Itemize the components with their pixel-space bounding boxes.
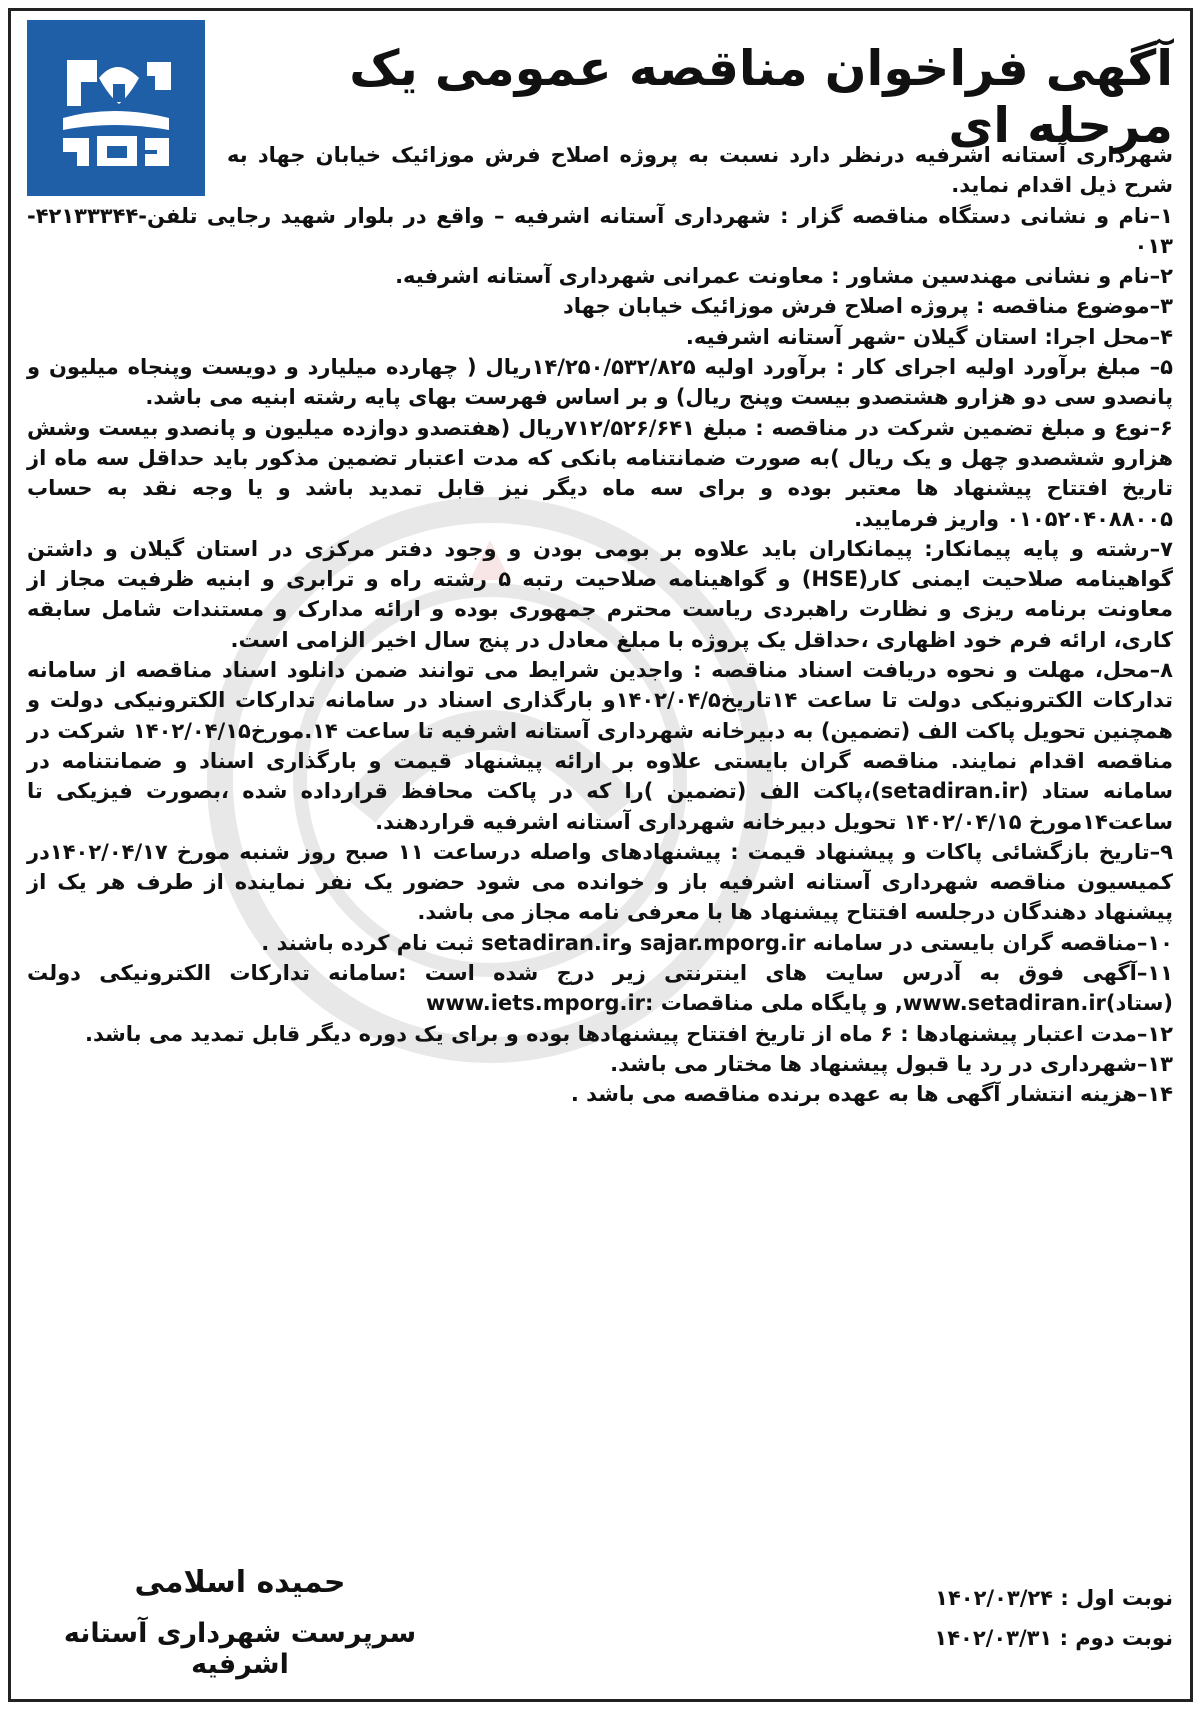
list-item [27, 958, 1173, 1019]
item-heading: ۸–محل، مهلت و نحوه دریافت اسناد مناقصه : [693, 658, 1173, 683]
item-heading: ۱–نام و نشانی دستگاه مناقصه گزار : [780, 203, 1173, 228]
list-item [27, 413, 1173, 534]
item-text: ۱۲–مدت اعتبار پیشنهادها : ۶ ماه از تاریخ افتتاح پیشنهادها بوده و برای یک دوره دیگر قابل تمدید می باشد. [85, 1021, 1173, 1046]
item-text: پیمانکاران باید علاوه بر بومی بودن و وجود دفتر مرکزی در استان گیلان و داشتن گواهینامه صلاحیت ایمنی کار(HSE) و گواهینامه صلاحیت رتبه ۵ رشته راه و ترابری و ابنیه ظرفیت مجاز از معاونت برنامه ریزی و نظارت راهبردی ریاست محترم جمهوری بوده و ارائه مدارک و مستندات شامل سابقه کاری، ارائه فرم خود اظهاری ،حداقل یک پروژه با مبلغ معادل در پنج سال اخیر الزامی است. [27, 536, 1173, 652]
list-item [27, 655, 1173, 837]
item-heading: ۶–نوع و مبلغ تضمین شرکت در مناقصه : [755, 415, 1173, 440]
item-text: ۱۰–مناقصه گران بایستی در سامانه sajar.mporg.ir وsetadiran.ir ثبت نام کرده باشند . [261, 930, 1173, 955]
list-item [27, 534, 1173, 655]
publication-dates [843, 1578, 1173, 1658]
signatory-role: سرپرست شهرداری آستانه اشرفیه [63, 1618, 417, 1680]
list-item [27, 322, 1173, 352]
item-text: استان گیلان -شهر آستانه اشرفیه. [685, 324, 1045, 349]
item-text: ۱۱–آگهی فوق به آدرس سایت های اینترنتی زیر درج شده است :سامانه تدارکات الکترونیکی دولت (ستاد)www.setadiran.ir, و پایگاه ملی مناقصات :www.iets.mporg.ir [27, 961, 1173, 1016]
item-heading: ۵– مبلغ برآورد اولیه اجرای کار : [835, 355, 1173, 380]
list-item [27, 1019, 1173, 1049]
item-heading: ۹–تاریخ بازگشائی پاکات و پیشنهاد قیمت : [730, 839, 1173, 864]
list-item [27, 291, 1173, 321]
item-text: پیشنهادهای واصله درساعت ۱۱ صبح روز شنبه مورخ ۱۴۰۲/۰۴/۱۷در کمیسیون مناقصه شهرداری آستانه اشرفیه باز و خوانده می شود حضور یک نفر نماینده از طرف هر یک از پیشنهاد دهندگان درجلسه افتتاح پیشنهاد ها با معرفی نامه مجاز می باشد. [27, 839, 1173, 925]
item-text: برآورد اولیه ۱۴/۲۵۰/۵۳۲/۸۲۵ریال ( چهارده میلیارد و دویست وپنجاه میلیون و پانصدو سی دو هزارو هشتصدو بیست وپنج ریال) و بر اساس فهرست بهای پایه رشته ابنیه می باشد. [27, 355, 1173, 410]
signature-block [30, 1565, 450, 1680]
item-heading: ۲–نام و نشانی مهندسین مشاور : [831, 264, 1173, 289]
item-text: پروژه اصلاح فرش موزائیک خیابان جهاد [562, 294, 977, 319]
list-item [27, 352, 1173, 413]
signatory-name: حمیده اسلامی [134, 1565, 346, 1600]
item-text: ۱۴–هزینه انتشار آگهی ها به عهده برنده مناقصه می باشد . [570, 1082, 1173, 1107]
list-item [27, 928, 1173, 958]
item-heading: ۳–موضوع مناقصه : [976, 294, 1173, 319]
item-text: معاونت عمرانی شهرداری آستانه اشرفیه. [395, 264, 832, 289]
item-heading: ۴–محل اجرا: [1044, 324, 1173, 349]
list-item [27, 261, 1173, 291]
item-text: مبلغ ۷۱۲/۵۲۶/۶۴۱ریال (هفتصدو دوازده میلیون و پانصدو بیست وشش هزارو ششصدو چهل و یک ریال )به صورت ضمانتنامه بانکی که مدت اعتبار تضمین مذکور باید حداقل سه ماه از تاریخ افتتاح پیشنهاد ها معتبر بوده و برای سه ماه دیگر نیز قابل تمدید باشد و یا وجه نقد به حساب ۰۱۰۵۲۰۴۰۸۸۰۰۵ واریز فرمایید. [27, 415, 1173, 531]
notice-intro: شهرداری آستانه اشرفیه درنظر دارد نسبت به پروژه اصلاح فرش موزائیک خیابان جهاد به شرح ذیل اقدام نماید. [227, 143, 1173, 198]
publication-second: نوبت دوم : ۱۴۰۲/۰۳/۳۱ [934, 1626, 1173, 1650]
item-text: شهرداری آستانه اشرفیه – واقع در بلوار شهید رجایی تلفن-۴۲۱۳۳۳۴۴- ۰۱۳ [27, 203, 1173, 258]
publication-first: نوبت اول : ۱۴۰۲/۰۳/۲۴ [935, 1586, 1173, 1610]
item-text: ۱۳–شهرداری در رد یا قبول پیشنهاد ها مختار می باشد. [610, 1051, 1173, 1076]
list-item [27, 837, 1173, 928]
list-item [27, 1049, 1173, 1079]
notice-body [27, 140, 1173, 1110]
notice-title: آگهی فراخوان مناقصه عمومی یک مرحله ای [349, 40, 1173, 154]
list-item [27, 1079, 1173, 1109]
item-heading: ۷–رشته و پایه پیمانکار: [924, 536, 1173, 561]
item-text: واجدین شرایط می توانند ضمن دانلود اسناد مناقصه از سامانه تدارکات الکترونیکی دولت تا ساعت ۱۴تاریخ۱۴۰۲/۰۴/۵و بارگذاری اسناد در سامانه تدارکات الکترونیکی دولت و همچنین تحویل پاکت الف (تضمین) به دبیرخانه شهرداری آستانه اشرفیه تا ساعت ۱۴.مورخ۱۴۰۲/۰۴/۱۵ شرکت در مناقصه اقدام نمایند. مناقصه گران بایستی علاوه بر ارائه پیشنهاد قیمت و بارگذاری اسناد و ضمانتنامه در سامانه ستاد (setadiran.ir)،پاکت الف (تضمین )را که در پاکت محافظ قرارداده شده ،بصورت فیزیکی تا ساعت۱۴مورخ ۱۴۰۲/۰۴/۱۵ تحویل دبیرخانه شهرداری آستانه اشرفیه قراردهند. [27, 658, 1174, 834]
list-item [27, 201, 1173, 262]
